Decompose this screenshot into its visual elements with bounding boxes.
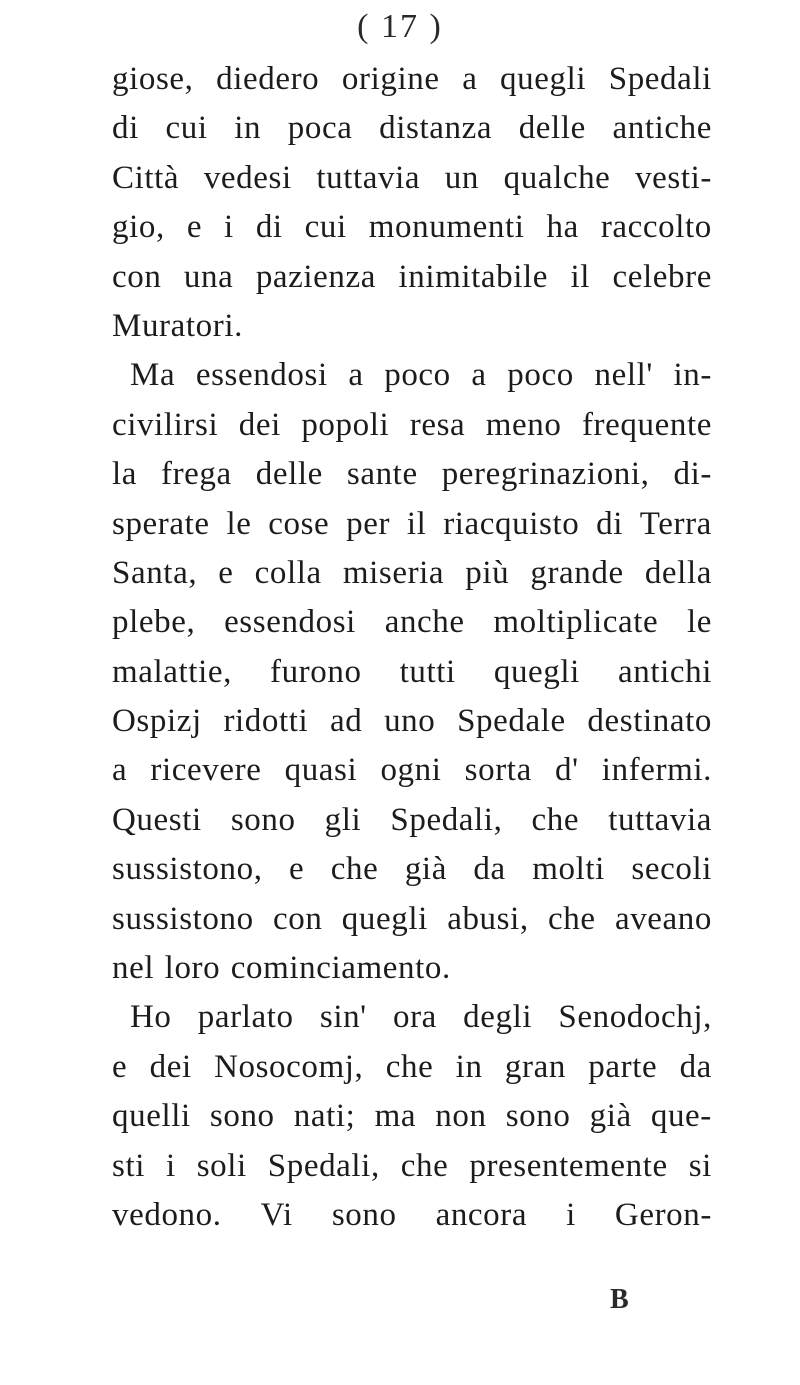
text-line (112, 895, 712, 944)
word: le (686, 604, 712, 641)
word: gran (504, 1048, 566, 1085)
word: a (462, 61, 478, 97)
word: monumenti (368, 209, 525, 246)
word: di (596, 505, 623, 542)
word: antiche (612, 110, 712, 147)
word: le (226, 505, 252, 542)
word: quegli (341, 900, 428, 937)
word: sorta (464, 752, 532, 789)
word: uno (384, 703, 436, 740)
word: i (224, 209, 234, 246)
word: Spedali (608, 61, 712, 97)
word: il (406, 505, 427, 542)
word: peregrinazioni, (441, 456, 650, 493)
word: nell' (594, 357, 653, 394)
word: Spedale (457, 703, 566, 740)
word: cui (165, 110, 208, 147)
word: resa (409, 406, 466, 443)
word: quasi (284, 752, 358, 789)
word: quelli (112, 1098, 191, 1135)
signature-mark: B (610, 1284, 629, 1315)
word: d' (554, 752, 579, 789)
word: non (435, 1098, 487, 1135)
word: plebe, (112, 604, 196, 641)
word: frequente (581, 406, 712, 443)
text-line (112, 351, 712, 400)
word: ma (374, 1098, 417, 1135)
word: parte (588, 1048, 658, 1085)
text-line (112, 1191, 712, 1240)
word: nati; (293, 1098, 356, 1135)
word: vesti- (635, 159, 712, 196)
text-line (112, 746, 712, 795)
word: sono (505, 1098, 571, 1135)
word: ogni (380, 752, 442, 789)
word: malattie, (112, 653, 232, 690)
word: a (348, 357, 364, 394)
word: la (112, 456, 138, 493)
word: ricevere (150, 752, 262, 789)
word: di- (673, 456, 712, 493)
word: moltiplicate (493, 604, 659, 641)
word: Santa, (112, 554, 198, 591)
word: soli (196, 1147, 247, 1184)
word: civilirsi (112, 406, 219, 443)
word: Spedali, (390, 801, 503, 838)
word: delle (518, 110, 586, 147)
word: cui (304, 209, 347, 246)
text-line (112, 203, 712, 252)
word: degli (463, 999, 533, 1036)
word: sin' (319, 999, 367, 1036)
word: parlato (197, 999, 294, 1036)
word: in- (673, 357, 712, 394)
word: per (346, 505, 391, 542)
word: ora (392, 999, 437, 1036)
word: Nosocomj, (214, 1048, 364, 1085)
word: abusi, (447, 900, 529, 937)
word: poca (287, 110, 353, 147)
text-line (112, 55, 712, 104)
word: miseria (342, 554, 445, 591)
word: di (255, 209, 283, 246)
word: cose (268, 505, 330, 542)
word: furono (269, 653, 362, 690)
word: Città (112, 159, 180, 196)
word: sante (346, 456, 418, 493)
word: quegli (500, 61, 587, 97)
word: frega (161, 456, 232, 493)
word: anche (384, 604, 465, 641)
word: Questi (112, 801, 202, 838)
word: vedesi (203, 159, 292, 196)
word: diedero (216, 61, 320, 97)
word: presentemente (469, 1147, 668, 1184)
word: che (531, 801, 580, 838)
word: sono (209, 1098, 275, 1135)
word: Terra (639, 505, 712, 542)
text-line (112, 500, 712, 549)
page-number: ( 17 ) (357, 8, 443, 45)
word: quegli (493, 653, 580, 690)
word: que- (650, 1098, 712, 1135)
word: gio, (112, 209, 165, 246)
word: che (400, 1147, 449, 1184)
word: di (112, 110, 139, 147)
word: che (330, 851, 379, 888)
word: distanza (379, 110, 493, 147)
word: loro (164, 950, 221, 987)
word: e (289, 851, 305, 888)
word: Muratori. (112, 307, 243, 344)
word: tuttavia (316, 159, 421, 196)
word: colla (254, 554, 322, 591)
word: origine (341, 61, 440, 97)
word: sperate (112, 505, 210, 542)
word: un (444, 159, 479, 196)
word: gli (324, 801, 362, 838)
word: con (112, 258, 162, 295)
word: nel (112, 950, 155, 987)
word: vedono. (112, 1196, 222, 1233)
text-line (112, 401, 712, 450)
word: qualche (503, 159, 611, 196)
text-line (112, 302, 712, 351)
word: secoli (631, 851, 712, 888)
word: a (471, 357, 487, 394)
word: Spedali, (267, 1147, 380, 1184)
word: infermi. (601, 752, 712, 789)
word: raccolto (600, 209, 712, 246)
body-text (112, 55, 712, 1240)
word: destinato (587, 703, 712, 740)
word: sti (112, 1147, 145, 1184)
text-line (112, 253, 712, 302)
word: si (688, 1147, 712, 1184)
word: della (644, 554, 712, 591)
text-line (112, 1142, 712, 1191)
text-line (112, 648, 712, 697)
text-line (112, 796, 712, 845)
word: giose, (112, 61, 194, 97)
word: Ospizj (112, 703, 202, 740)
text-line (112, 993, 712, 1042)
word: antichi (618, 653, 712, 690)
word: sono (230, 801, 296, 838)
text-line (112, 944, 712, 993)
word: in (234, 110, 262, 147)
word: ridotti (223, 703, 309, 740)
word: dei (149, 1048, 192, 1085)
word: ad (330, 703, 363, 740)
word: a (112, 752, 128, 789)
text-line (112, 104, 712, 153)
word: e (186, 209, 203, 246)
word: essendosi (195, 357, 328, 394)
text-line (112, 154, 712, 203)
word: dei (238, 406, 281, 443)
word: sussistono (112, 900, 254, 937)
word: Ho (130, 999, 172, 1036)
word: inimitabile (398, 258, 549, 295)
word: il (570, 258, 591, 295)
text-line (112, 549, 712, 598)
text-line (112, 697, 712, 746)
word: tuttavia (608, 801, 712, 838)
word: e (218, 554, 234, 591)
word: da (679, 1048, 712, 1085)
word: molti (532, 851, 605, 888)
word: delle (255, 456, 323, 493)
word: in (455, 1048, 483, 1085)
word: ha (546, 209, 579, 246)
word: cominciamento. (230, 950, 451, 987)
word: popoli (301, 406, 390, 443)
word: che (385, 1048, 434, 1085)
word: sono (331, 1196, 397, 1233)
word: essendosi (224, 604, 356, 641)
word: che (548, 900, 596, 937)
word: i (165, 1147, 176, 1184)
word: tutti (399, 653, 456, 690)
word: pazienza (255, 258, 377, 295)
text-line (112, 845, 712, 894)
word: riacquisto (443, 505, 580, 542)
word: una (183, 258, 234, 295)
word: già (404, 851, 447, 888)
word: da (473, 851, 506, 888)
word: sussistono, (112, 851, 263, 888)
word: meno (485, 406, 562, 443)
word: i (566, 1196, 576, 1233)
word: già (589, 1098, 632, 1135)
word: Ma (130, 357, 176, 394)
word: grande (530, 554, 624, 591)
word: Senodochj, (558, 999, 712, 1036)
word: Geron- (614, 1196, 712, 1233)
word: celebre (612, 258, 712, 295)
word: con (273, 900, 323, 937)
text-line (112, 1092, 712, 1141)
text-line (112, 598, 712, 647)
word: ancora (435, 1196, 528, 1233)
text-line (112, 1043, 712, 1092)
word: più (465, 554, 510, 591)
word: poco (507, 357, 574, 394)
word: poco (384, 357, 451, 394)
word: Vi (260, 1196, 293, 1233)
word: aveano (614, 900, 712, 937)
word: e (112, 1048, 128, 1085)
text-line (112, 450, 712, 499)
